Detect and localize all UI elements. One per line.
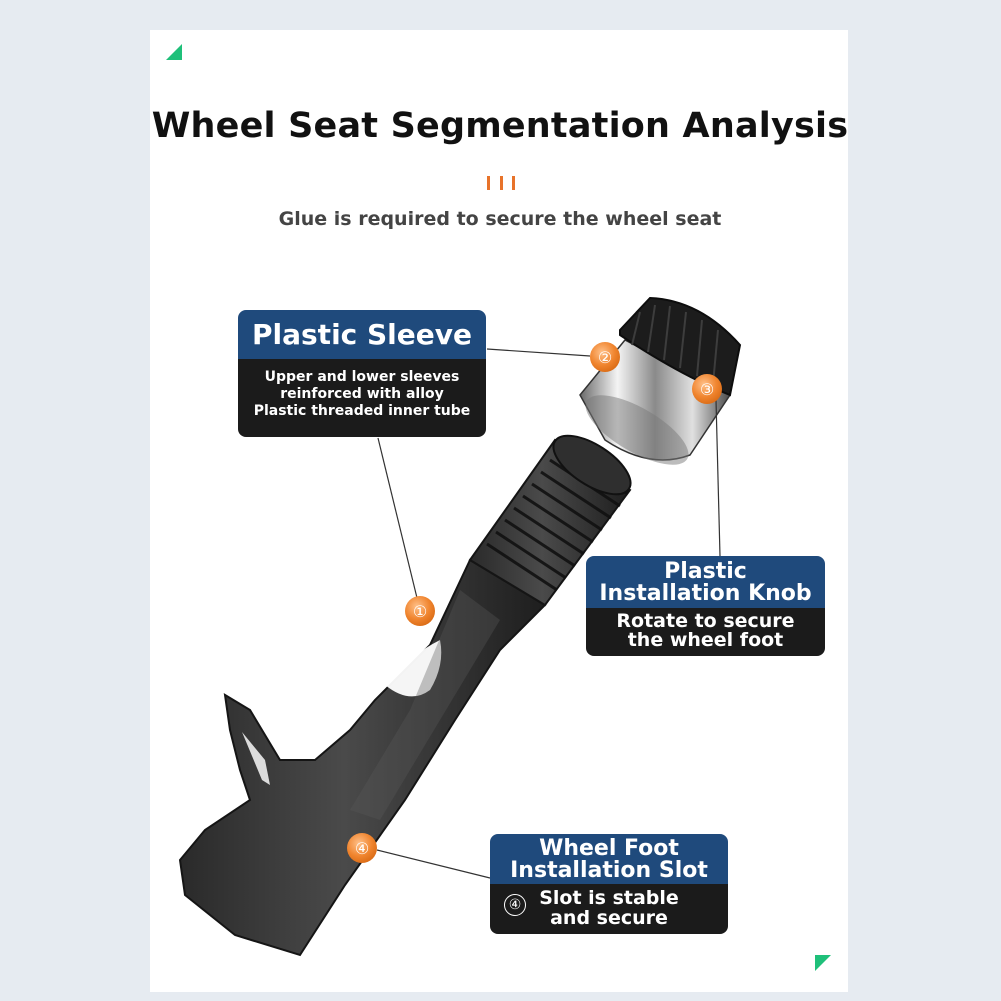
sleeve-desc-line: Upper and lower sleeves: [264, 369, 460, 385]
foot-desc-line: and secure: [550, 907, 668, 929]
knob-desc-line: the wheel foot: [627, 629, 784, 651]
knob-title-line: Plastic: [664, 559, 747, 584]
foot-desc-line: Slot is stable: [539, 887, 679, 909]
knob-desc-line: Rotate to secure: [616, 610, 795, 632]
page-subtitle: Glue is required to secure the wheel seat: [278, 208, 722, 230]
foot-title-line: Installation Slot: [510, 858, 708, 883]
label-installation-knob: [586, 556, 825, 656]
marker-4: [347, 833, 377, 863]
page-title: Wheel Seat Segmentation Analysis: [151, 106, 849, 146]
label-installation-knob-desc: [586, 608, 825, 656]
svg-text:①: ①: [412, 602, 428, 621]
label-wheel-foot-slot-desc: [490, 884, 728, 934]
label-wheel-foot-slot: [490, 834, 728, 934]
circled-four-icon: ④: [504, 894, 526, 916]
label-plastic-sleeve-title: Plastic Sleeve: [238, 310, 486, 359]
marker-3: [692, 374, 722, 404]
sleeve-desc-line: Plastic threaded inner tube: [253, 403, 471, 419]
svg-text:④: ④: [354, 839, 370, 858]
knob-title-line: Installation Knob: [599, 581, 812, 606]
svg-text:②: ②: [597, 348, 613, 367]
label-plastic-sleeve-desc: [238, 359, 486, 437]
marker-1: [405, 596, 435, 626]
label-plastic-sleeve: [238, 310, 486, 437]
foot-title-line: Wheel Foot: [539, 836, 679, 861]
label-wheel-foot-slot-title: [490, 834, 728, 884]
sleeve-desc-line: reinforced with alloy: [280, 386, 444, 402]
svg-text:③: ③: [699, 380, 715, 399]
marker-2: [590, 342, 620, 372]
label-installation-knob-title: [586, 556, 825, 608]
